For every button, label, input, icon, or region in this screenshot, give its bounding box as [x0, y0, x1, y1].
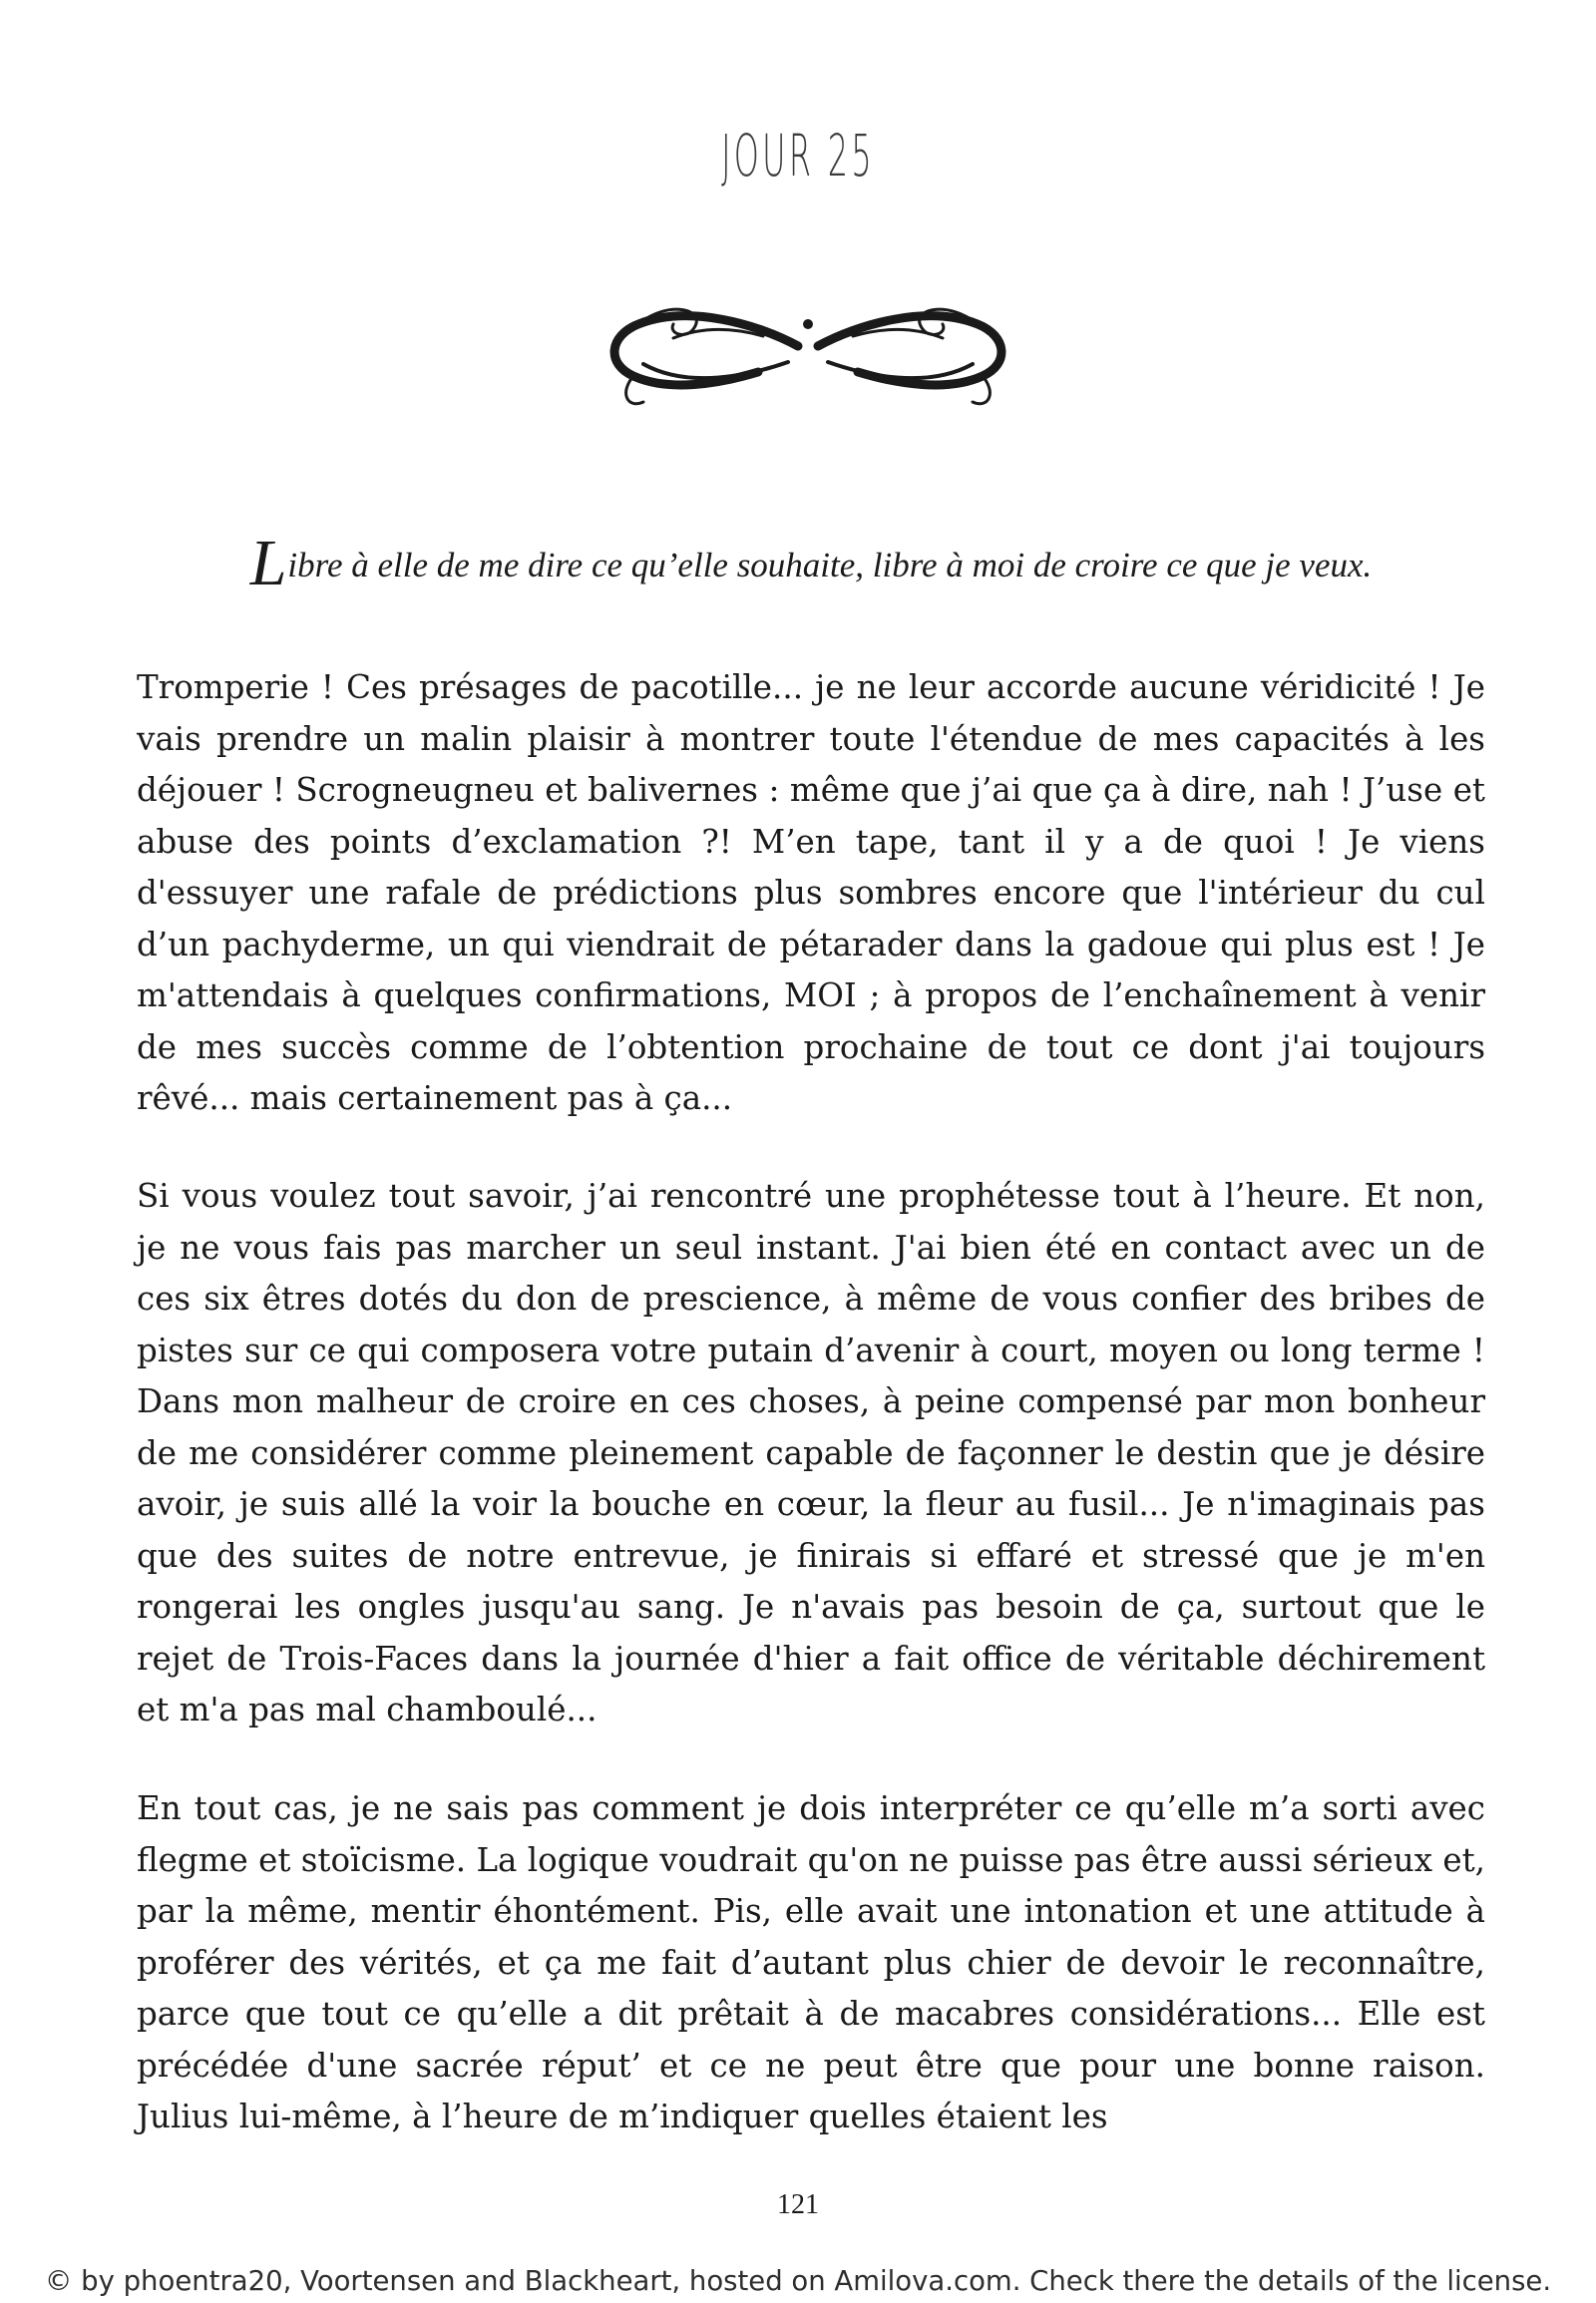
drop-cap: L	[249, 527, 287, 599]
license-notice: © by phoentra20, Voortensen and Blackheart, hosted on Amilova.com. Check there the details of the license.	[44, 2265, 1552, 2297]
paragraph: En tout cas, je ne sais pas comment je dois interpréter ce qu’elle m’a sorti avec flegme et stoïcisme. La logique voudrait qu'on ne puisse pas être aussi sérieux et, par la même, mentir éhontément. Pis, elle avait une intonation et une attitude à proférer des vérités, et ça me fait d’autant plus chier de devoir le reconnaître, parce que tout ce qu’elle a dit prêtait à de macabres considérations... Elle est précédée d'une sacrée réput’ et ce ne peut être que pour une bonne raison. Julius lui-même, à l’heure de m’indiquer quelles étaient les	[137, 1789, 1485, 2135]
lead-text: ibre à elle de me dire ce qu’elle souhaite, libre à moi de croire ce que je veux.	[287, 546, 1373, 584]
page-number: 121	[777, 2189, 819, 2220]
paragraph: Tromperie ! Ces présages de pacotille... je ne leur accorde aucune véridicité ! Je vais prendre un malin plaisir à montrer toute l'étendue de mes capacités à les déjouer ! Scrogneugneu et balivernes : même que j’ai que ça à dire, nah ! J’use et abuse des points d’exclamation ?! M’en tape, tant il y a de quoi ! Je viens d'essuyer une rafale de prédictions plus sombres encore que l'intérieur du cul d’un pachyderme, un qui viendrait de pétarader dans la gadoue qui plus est ! Je m'attendais à quelques confirmations, MOI ; à propos de l’enchaînement à venir de mes succès comme de l’obtention prochaine de tout ce dont j'ai toujours rêvé... mais certainement pas à ça...	[137, 668, 1485, 1117]
lead-sentence	[137, 527, 1485, 599]
flourish-divider-icon	[598, 284, 1017, 414]
paragraph: Si vous voulez tout savoir, j’ai rencontré une prophétesse tout à l’heure. Et non, je ne vous fais pas marcher un seul instant. J'ai bien été en contact avec un de ces six êtres dotés du don de prescience, à même de vous confier des bribes de pistes sur ce qui composera votre putain d’avenir à court, moyen ou long terme ! Dans mon malheur de croire en ces choses, à peine compensé par mon bonheur de me considérer comme pleinement capable de façonner le destin que je désire avoir, je suis allé la voir la bouche en cœur, la fleur au fusil... Je n'imaginais pas que des suites de notre entrevue, je finirais si effaré et stressé que je m'en rongerai les ongles jusqu'au sang. Je n'avais pas besoin de ça, surtout que le rejet de Trois-Faces dans la journée d'hier a fait office de véritable déchirement et m'a pas mal chamboulé...	[137, 1177, 1485, 1728]
chapter-title: JOUR 25	[721, 122, 875, 190]
